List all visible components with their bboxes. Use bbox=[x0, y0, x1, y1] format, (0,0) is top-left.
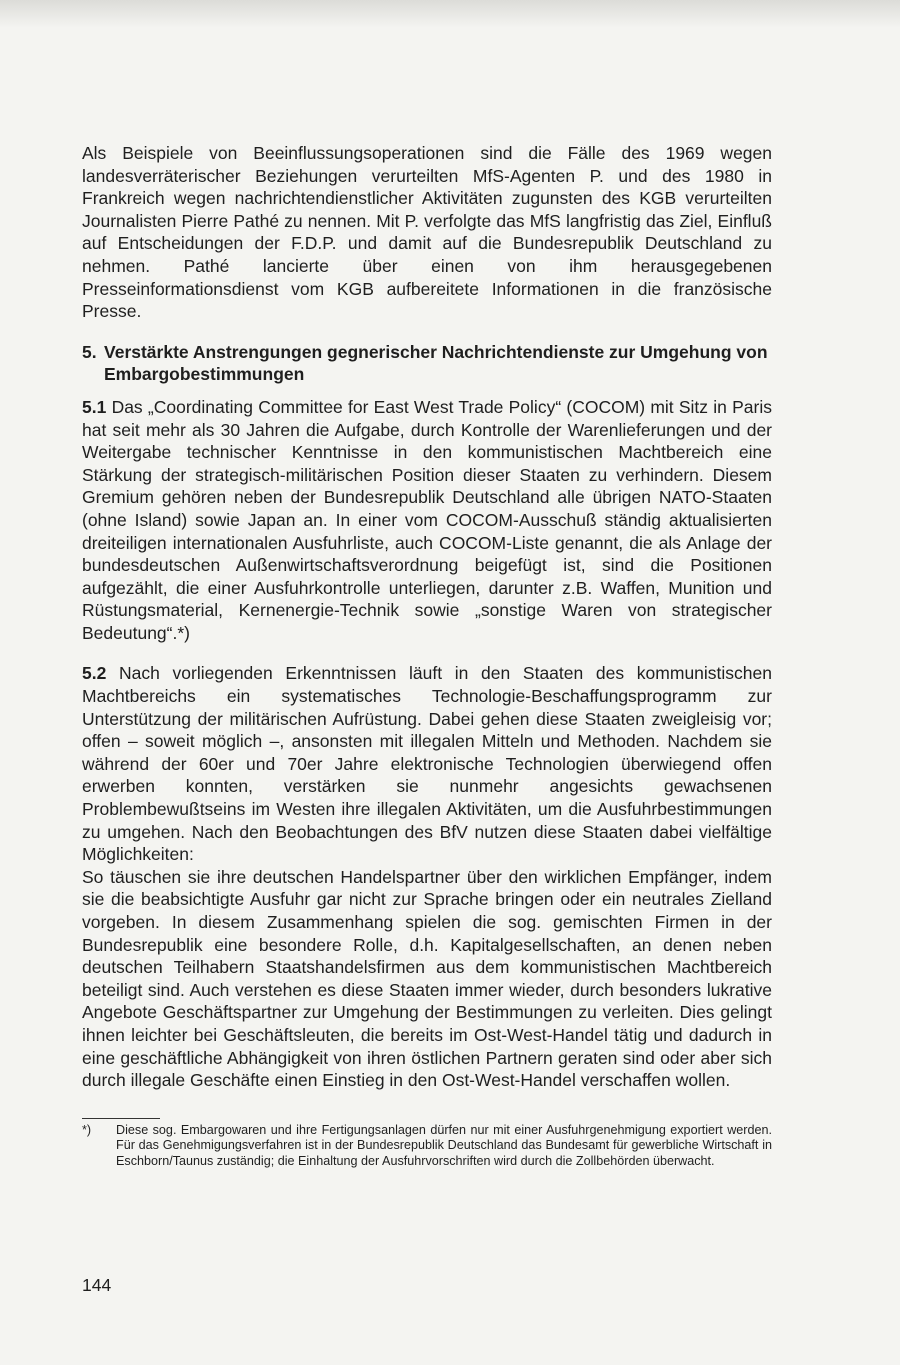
footnote-divider bbox=[82, 1118, 160, 1119]
document-body bbox=[82, 142, 772, 1169]
footnote-text: Diese sog. Embargowaren und ihre Fertigungsanlagen dürfen nur mit einer Ausfuhrgenehmigung exportiert werden. Für das Genehmigungsverfahren ist in der Bundesrepublik Deutschland das Bundesamt für gewerbliche Wirtschaft in Eschborn/Taunus zuständig; die Einhaltung der Ausfuhrvorschriften wird durch die Zollbehörden überwacht. bbox=[116, 1122, 772, 1168]
section-5-number: 5. bbox=[82, 341, 97, 362]
section-5-2-paragraph bbox=[82, 662, 772, 865]
intro-paragraph: Als Beispiele von Beeinflussungsoperationen sind die Fälle des 1969 wegen landesverräterischer Beziehungen verurteilten MfS-Agenten P. und des 1980 in Frankreich wegen nachrichtendienstlicher Aktivitäten zugunsten des KGB verurteilten Journalisten Pierre Pathé zu nennen. Mit P. verfolgte das MfS langfristig das Ziel, Einfluß auf Entscheidungen der F.D.P. und damit auf die Bundesrepublik Deutschland zu nehmen. Pathé lancierte über einen von ihm herausgegebenen Presseinformationsdienst vom KGB aufbereitete Informationen in die französische Presse. bbox=[82, 143, 772, 322]
section-5-1-paragraph bbox=[82, 396, 772, 645]
scan-edge-shadow bbox=[0, 0, 900, 28]
section-5-1-number: 5.1 bbox=[82, 396, 107, 417]
page-number: 144 bbox=[82, 1275, 112, 1295]
section-5-2-text: Nach vorliegenden Erkenntnissen läuft in den Staaten des kommunistischen Machtbereichs ein systematisches Technologie-Beschaffungsprogramm zur Unterstützung der militärischen Aufrüstung. Dabei gehen diese Staaten zweigleisig vor; offen – soweit möglich –, ansonsten mit illegalen Mitteln und Methoden. Nachdem sie während der 60er und 70er Jahre elektronische Technologien überwiegend offen erwerben konnten, verstärken sie nunmehr angesichts gewachsenen Problembewußtseins im Westen ihre illegalen Aktivitäten, um die Ausfuhrbestimmungen zu umgehen. Nach den Beobachtungen des BfV nutzen diese Staaten dabei vielfältige Möglichkeiten: bbox=[82, 663, 772, 865]
section-5-2-paragraph-continued: So täuschen sie ihre deutschen Handelspartner über den wirklichen Empfänger, indem sie die beabsichtigte Ausfuhr gar nicht zur Sprache bringen oder ein neutrales Zielland vorgeben. In diesem Zusammenhang spielen die sog. gemischten Firmen in der Bundesrepublik eine besondere Rolle, d.h. Kapitalgesellschaften, an denen neben deutschen Teilhabern Staatshandelsfirmen aus dem kommunistischen Machtbereich beteiligt sind. Auch verstehen es diese Staaten immer wieder, durch besonders lukrative Angebote Geschäftspartner zur Umgehung der Bestimmungen zu verleiten. Dies gelingt ihnen leichter bei Geschäftsleuten, die bereits im Ost-West-Handel tätig und dadurch in eine geschäftliche Abhängigkeit von ihren östlichen Partnern geraten sind oder aber sich durch illegale Geschäfte einen Einstieg in den Ost-West-Handel verschaffen wollen. bbox=[82, 866, 772, 1091]
section-5-heading bbox=[82, 341, 772, 386]
section-5-1-text: Das „Coordinating Committee for East West Trade Policy“ (COCOM) mit Sitz in Paris hat seit mehr als 30 Jahren die Aufgabe, durch Kontrolle der Warenlieferungen und der Weitergabe technischer Kenntnisse in den kommunistischen Machtbereich eine Stärkung der strategisch-militärischen Position dieser Staaten zu verhindern. Diesem Gremium gehören neben der Bundesrepublik Deutschland alle übrigen NATO-Staaten (ohne Island) sowie Japan an. In einer vom COCOM-Ausschuß ständig aktualisierten dreiteiligen internationalen Ausfuhrliste, auch COCOM-Liste genannt, die als Anlage der bundesdeutschen Außenwirtschaftsverordnung beigefügt ist, sind die Positionen aufgezählt, die einer Ausfuhrkontrolle unterliegen, darunter z.B. Waffen, Munition und Rüstungsmaterial, Kernenergie-Technik sowie „sonstige Waren von strategischer Bedeutung“.*) bbox=[82, 396, 772, 643]
footnote-mark: *) bbox=[82, 1122, 92, 1137]
section-5-title: Verstärkte Anstrengungen gegnerischer Nachrichtendienste zur Umgehung von Embargobestimmungen bbox=[104, 341, 768, 385]
section-5-2-number: 5.2 bbox=[82, 663, 107, 684]
footnote bbox=[82, 1123, 772, 1169]
